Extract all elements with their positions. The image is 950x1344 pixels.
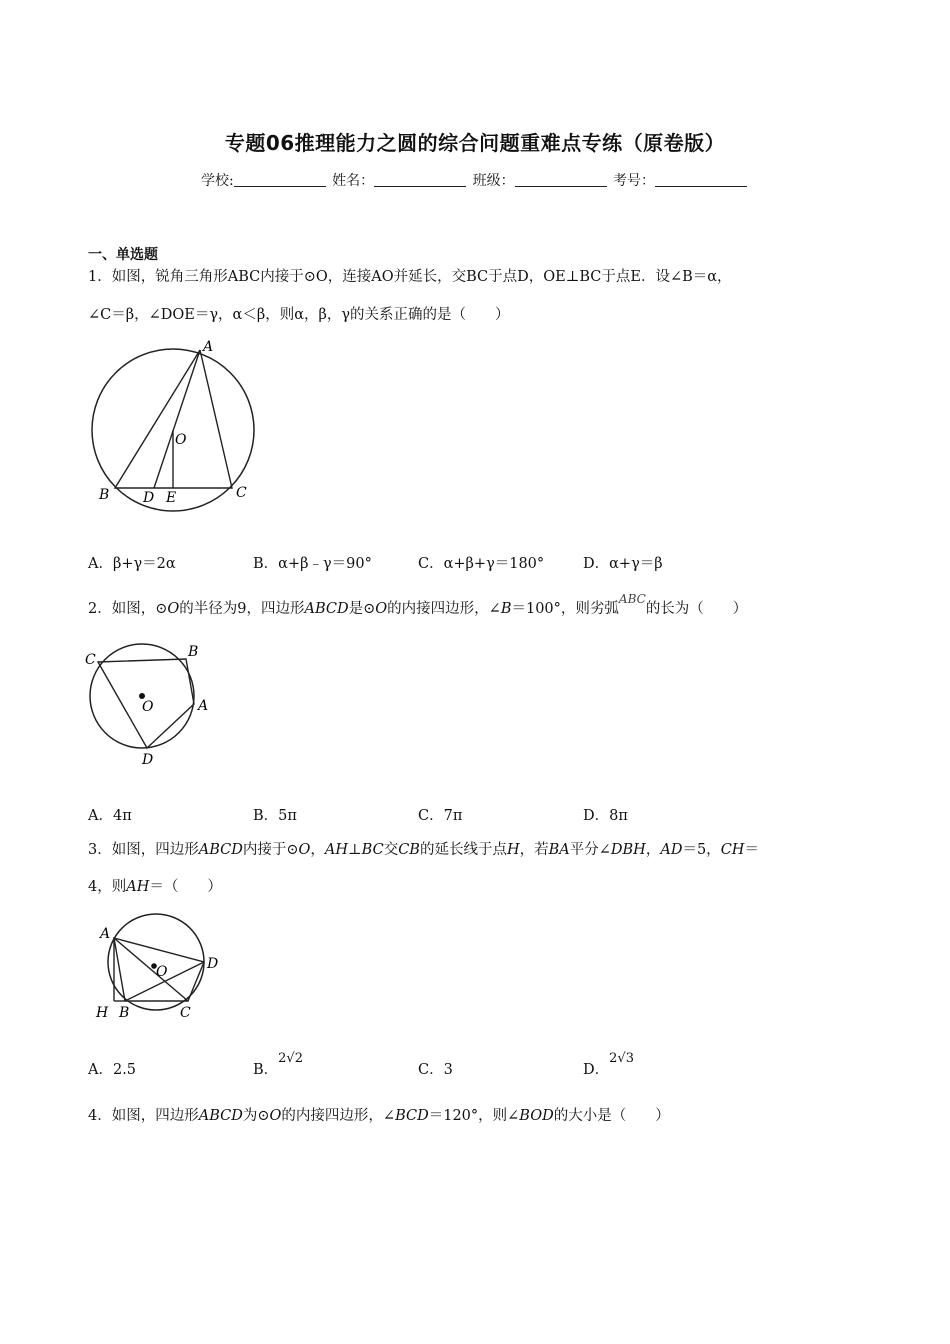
q4-t2: ABCD [198,1108,243,1124]
name-blank[interactable] [374,172,466,187]
class-label: 班级： [472,173,515,189]
q4-t5: 的内接四边形，∠ [281,1108,396,1124]
q1-option-a[interactable]: A．β+γ＝2α [88,556,176,572]
q3-s5: ， [310,842,325,858]
q2-t5: 是⊙ [348,601,376,617]
q3-s13: ，若 [519,842,549,858]
q3-option-d[interactable] [583,1051,634,1079]
q1-label-o: O [175,432,187,448]
q3-option-d-label: D． [583,1062,610,1078]
q2-t2: O [167,601,180,617]
q2-option-a[interactable]: A．4π [88,808,132,824]
q3-label-c: C [180,1005,191,1021]
number-label: 考号： [613,173,656,189]
q2-option-c[interactable]: C．7π [418,808,463,824]
q4-t1: 4．如图，四边形 [88,1108,199,1124]
q2-option-b[interactable]: B．5π [253,808,297,824]
number-blank[interactable] [655,172,747,187]
q3-s15: 平分∠ [569,842,611,858]
q1-line-ad [154,350,200,488]
school-blank[interactable] [234,172,326,187]
name-label: 姓名： [332,173,375,189]
q3-l2-1: 4，则 [88,879,127,895]
q3-option-b[interactable] [253,1051,303,1079]
q3-s16: DBH [610,842,646,858]
q2-t9: ＝100°，则劣弧 [511,601,619,617]
q1-option-b[interactable]: B．α+β﹣γ＝90° [253,556,372,572]
page-title: 专题06推理能力之圆的综合问题重难点专练（原卷版） [224,131,726,155]
q2-label-a: A [198,698,209,714]
q3-s14: BA [548,842,570,858]
q3-option-b-value: 2√2 [278,1051,303,1066]
school-label: 学校: [200,173,234,189]
class-blank[interactable] [515,172,607,187]
q2-label-d: D [142,752,154,768]
q1-figure [85,335,265,519]
q2-t7: 的内接四边形，∠ [387,601,501,617]
section-heading: 一、单选题 [88,247,158,263]
q2-label-o: O [142,699,154,715]
q2-label-c: C [85,652,96,668]
q3-option-c[interactable]: C．3 [418,1062,453,1078]
q2-t8: B [500,601,512,617]
q3-s17: ， [645,842,661,858]
q1-option-d[interactable]: D．α+γ＝β [583,556,663,572]
q3-option-d-value: 2√3 [609,1051,634,1066]
q2-t4: ABCD [304,601,349,617]
q4-t3: 为⊙ [242,1108,270,1124]
q3-label-o: O [156,964,168,980]
q3-s20: CH [720,842,745,858]
q1-line1: 1．如图，锐角三角形ABC内接于⊙O，连接AO并延长，交BC于点D，OE⊥BC于点E．设∠B＝α， [88,269,732,285]
q3-option-b-label: B． [253,1062,279,1078]
q3-l2-2: AH [126,879,150,895]
q4-t7: ＝120°，则∠ [428,1108,520,1124]
q3-label-h: H [96,1005,109,1021]
q2-figure [80,640,220,774]
q3-s1: 3．如图，四边形 [88,842,199,858]
q1-label-e: E [166,490,177,506]
q1-label-b: B [99,487,110,503]
q3-s18: AD [660,842,683,858]
q3-s19: ＝5， [682,842,721,858]
q2-option-d[interactable]: D．8π [583,808,628,824]
q3-s4: O [298,842,311,858]
q2-arc-abc: ABC [618,592,646,606]
q2-label-b: B [188,644,199,660]
q3-s11: 的延长线于点 [419,842,507,858]
q2-t6: O [375,601,388,617]
q3-label-a: A [100,926,111,942]
q2-text [88,592,868,620]
q4-t6: BCD [395,1108,429,1124]
q3-s6: AH [324,842,349,858]
q3-line1 [88,839,868,861]
q1-label-d: D [143,490,155,506]
q1-option-c[interactable]: C．α+β+γ＝180° [418,556,545,572]
q3-s3: 内接于⊙ [242,842,299,858]
q3-s9: 交 [383,842,399,858]
q3-s7: ⊥ [348,842,362,858]
q3-figure [92,908,227,1027]
q4-t8: BOD [519,1108,554,1124]
q3-s2: ABCD [198,842,243,858]
q4-t4: O [269,1108,282,1124]
q3-label-d: D [207,956,219,972]
q1-label-c: C [236,485,247,501]
q2-t10: 的长为（ ） [645,601,748,617]
q1-label-a: A [203,339,214,355]
q3-line2 [88,876,868,898]
q3-l2-3: ＝（ ） [149,879,222,895]
q3-s10: CB [398,842,420,858]
q2-t3: 的半径为9，四边形 [179,601,305,617]
q3-s8: BC [361,842,384,858]
q2-t1: 2．如图，⊙ [88,601,168,617]
q4-t9: 的大小是（ ） [553,1108,670,1124]
q3-s21: ＝ [744,842,759,858]
q3-label-b: B [119,1005,130,1021]
q4-text [88,1105,868,1127]
student-info-line [0,170,950,190]
q1-line2: ∠C＝β，∠DOE＝γ，α＜β，则α，β，γ的关系正确的是（ ） [88,307,510,323]
q3-s12: H [506,842,520,858]
q3-option-a[interactable]: A．2.5 [88,1062,137,1078]
